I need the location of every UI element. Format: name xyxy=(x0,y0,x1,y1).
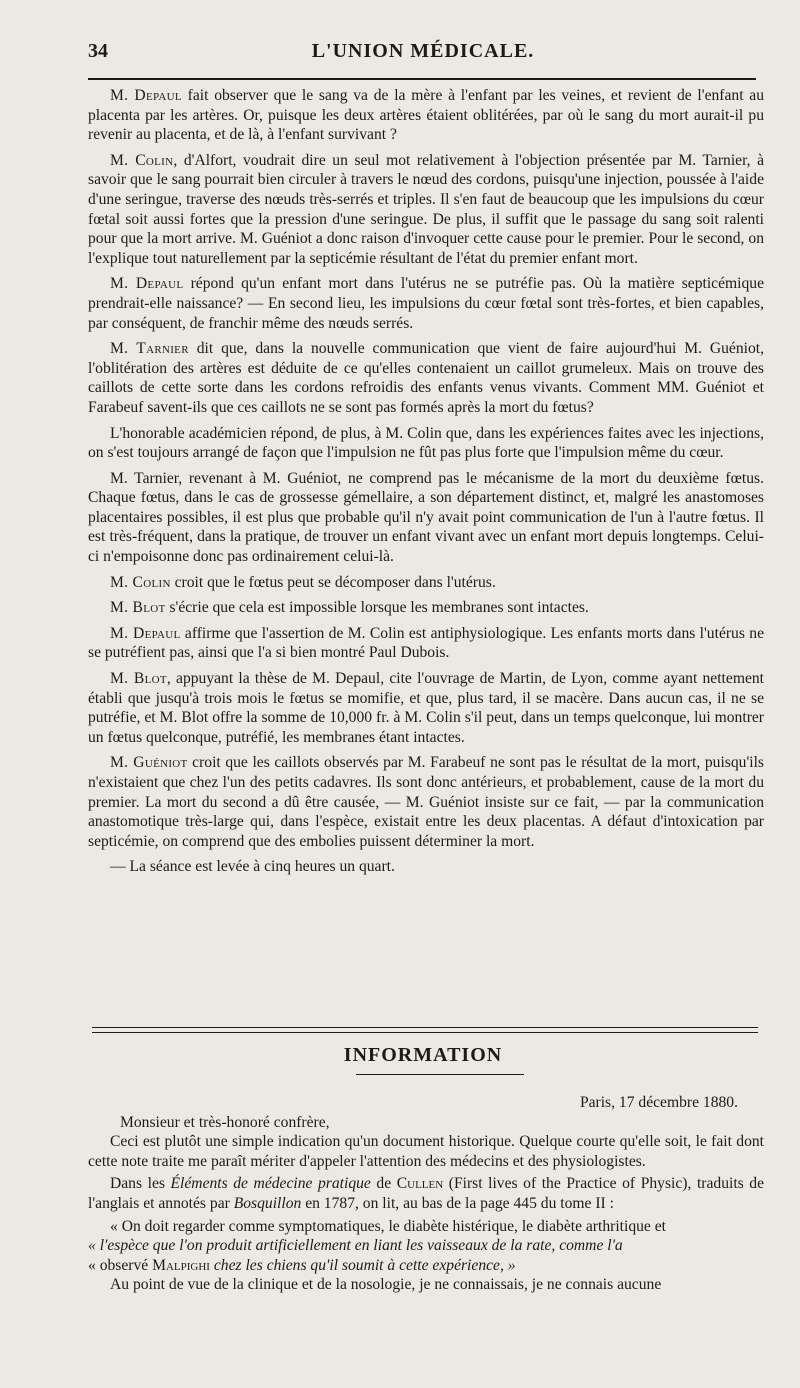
speaker: M. Blot xyxy=(110,599,166,617)
paragraph xyxy=(88,669,764,747)
speaker: M. Colin xyxy=(110,151,174,169)
text-run: (First lives of the Practice of Physic), traduits de l'anglais et annotés par xyxy=(88,1175,765,1212)
speaker: M. Depaul xyxy=(110,275,184,293)
salutation: Monsieur et très-honoré confrère, xyxy=(120,1113,330,1131)
paragraph-text: croit que les caillots observés par M. Farabeuf ne sont pas le résultat de la mort, puisqu'ils n'existaient que chez l'un des petits cadavres. Ils sont donc antérieurs, et probablement, cause de la mort du premier. La mort du second a dû être causée, — M. Guéniot insiste sur ce fait, — par la communication anastomotique très-large qui, dans l'espèce, existait entre les deux placentas. A défaut d'intoxication par septicémie, on comprend que des embolies puissent déterminer la mort. xyxy=(88,754,764,850)
paragraph xyxy=(88,339,764,417)
paragraph: Ceci est plutôt une simple indication qu'un document historique. Quelque courte qu'elle soit, le fait dont cette note traite me paraît mériter d'appeler l'attention des médecins et des physiologistes. xyxy=(88,1133,764,1170)
page-header xyxy=(88,40,758,70)
paragraph xyxy=(88,753,764,851)
text-run: en 1787, on lit, au bas de la page 445 du tome II : xyxy=(301,1194,614,1212)
paragraph xyxy=(88,151,764,269)
translator-name: Bosquillon xyxy=(233,1194,302,1212)
information-letter xyxy=(88,1093,764,1298)
paragraph-text: fait observer que le sang va de la mère à l'enfant par les veines, et revient de l'enfant au placenta par les artères. Or, puisque les deux artères étaient oblitérées, par où le sang du mort aurait-il pu revenir au placenta, et de là, à l'enfant survivant ? xyxy=(88,87,765,144)
book-title: Éléments de médecine pratique xyxy=(170,1175,371,1193)
paragraph-text: , appuyant la thèse de M. Depaul, cite l'ouvrage de Martin, de Lyon, comme ayant nettement établi que jusqu'à trois mois le fœtus se momifie, et que, plus tard, il se macère. Dans aucun cas, il ne se putréfie, et M. Blot offre la somme de 10,000 fr. à M. Colin s'il peut, dans un temps quelconque, lui montrer un fœtus quelconque, putréfié, les membranes étant intactes. xyxy=(88,670,764,746)
running-title: L'UNION MÉDICALE. xyxy=(311,40,535,62)
title-underline xyxy=(356,1074,524,1075)
paragraph-text: s'écrie que cela est impossible lorsque les membranes sont intactes. xyxy=(165,599,589,617)
paragraph: Au point de vue de la clinique et de la nosologie, je ne connaissais, je ne connais aucune xyxy=(110,1276,662,1294)
page-number: 34 xyxy=(88,40,108,62)
paragraph xyxy=(88,274,764,333)
speaker: M. Blot xyxy=(110,670,167,688)
author-name: Cullen xyxy=(396,1175,444,1193)
paragraph xyxy=(88,469,764,567)
speaker: M. Colin xyxy=(110,573,171,591)
paragraph xyxy=(88,598,764,618)
paragraph xyxy=(88,424,764,463)
cited-name: Malpighi xyxy=(152,1256,210,1274)
section-divider xyxy=(92,1027,758,1033)
quote-text: chez les chiens qu'il soumit à cette expérience, » xyxy=(209,1256,516,1274)
paragraph-text: L'honorable académicien répond, de plus, à M. Colin que, dans les expériences faites avec les injections, on s'est toujours arrangé de façon que l'impulsion ne fût pas plus forte que l'impulsion même du cœur. xyxy=(88,424,764,462)
speaker: M. Depaul xyxy=(110,624,181,642)
paragraph-text: croit que le fœtus peut se décomposer dans l'utérus. xyxy=(170,573,496,591)
paragraph-text: M. Tarnier, revenant à M. Guéniot, ne comprend pas le mécanisme de la mort du deuxième fœtus. Chaque fœtus, dans le cas de grossesse gémellaire, a son département distinct, et, malgré les anastomoses placentaires possibles, il est plus que probable qu'il n'y avait point communication de l'un à l'autre fœtus. Il est très-fréquent, dans la pratique, de trouver un enfant vivant avec un enfant mort depuis longtemps. Celui-ci n'empoisonne donc pas ordinairement celui-là. xyxy=(88,469,764,566)
quote-line xyxy=(88,1256,764,1276)
closing-line: — La séance est levée à cinq heures un quart. xyxy=(110,858,395,876)
paragraph-text: dit que, dans la nouvelle communication que vient de faire aujourd'hui M. Guéniot, l'oblitération des artères est déduite de ce qu'elles contenaient un caillot grumeleux. Mais on trouve des caillots de cette sorte dans les cordons refroidis des enfants venus vivants. Comment MM. Guéniot et Farabeuf savent-ils que ces caillots ne se sont pas formés après la mort du fœtus? xyxy=(88,340,764,416)
quote-line xyxy=(88,1236,764,1256)
paragraph-text: affirme que l'assertion de M. Colin est antiphysiologique. Les enfants morts dans l'utérus ne se putréfient pas, ainsi que l'a si bien montré Paul Dubois. xyxy=(88,624,764,662)
header-rule xyxy=(88,78,756,80)
paragraph-text: répond qu'un enfant mort dans l'utérus ne se putréfie pas. Où la matière septicémique prendrait-elle naissance? — En second lieu, les impulsions du cœur fœtal sont très-fortes, et bien capables, par conséquent, de franchir même des nœuds serrés. xyxy=(88,275,764,332)
speaker: M. Guéniot xyxy=(110,754,188,772)
text-run: « observé xyxy=(88,1256,153,1274)
paragraph xyxy=(88,1174,764,1213)
paragraph-text: , d'Alfort, voudrait dire un seul mot relativement à l'objection présentée par M. Tarnier, à savoir que le sang pourrait bien circuler à travers le nœud des cordons, puisqu'une injection, poussée à l'aide d'une seringue, traverse des nœuds très-serrés et triples. Il s'en faut de beaucoup que les impulsions du cœur fœtal soit aussi fortes que la pression d'une seringue. De plus, il suffit que le passage du sang soit ralenti pour que la mort arrive. M. Guéniot a donc raison d'invoquer cette cause pour le premier. Pour le second, on l'explique tout naturellement par la septicémie résultant de l'état du premier enfant mort. xyxy=(88,151,765,267)
speaker: M. Tarnier xyxy=(110,340,189,358)
quote-line: « On doit regarder comme symptomatiques, le diabète histérique, le diabète arthritique et xyxy=(110,1217,666,1235)
text-run: Dans les xyxy=(110,1175,171,1193)
paragraph xyxy=(88,573,764,593)
section-title: INFORMATION xyxy=(343,1044,503,1066)
speaker: M. Depaul xyxy=(110,87,182,104)
paragraph xyxy=(88,624,764,663)
quote-text: « l'espèce que l'on produit artificiellement en liant les vaisseaux de la rate, comme l'a xyxy=(88,1237,623,1255)
session-report xyxy=(88,86,764,883)
paragraph xyxy=(88,86,764,145)
text-run: de xyxy=(370,1175,397,1193)
dateline: Paris, 17 décembre 1880. xyxy=(579,1094,738,1111)
